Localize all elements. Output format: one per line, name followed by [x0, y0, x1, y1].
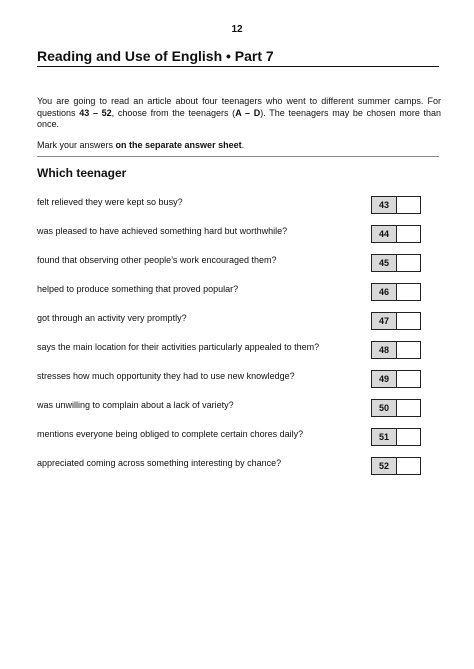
- question-row: [37, 283, 439, 302]
- question-row: [37, 225, 439, 244]
- answer-box: [371, 196, 421, 214]
- answer-field[interactable]: [397, 226, 420, 242]
- question-range: 43 – 52: [79, 107, 112, 118]
- answer-box: [371, 341, 421, 359]
- answer-field[interactable]: [397, 371, 420, 387]
- instructions: [37, 96, 441, 131]
- answer-sheet-emphasis: on the separate answer sheet: [115, 140, 242, 150]
- answer-choices: A – D: [235, 107, 261, 118]
- question-row: [37, 312, 439, 331]
- question-number: 44: [372, 226, 397, 242]
- section-heading: Which teenager: [37, 166, 127, 180]
- answer-box: [371, 457, 421, 475]
- answer-box: [371, 254, 421, 272]
- answer-field[interactable]: [397, 197, 420, 213]
- mark-instruction: [37, 140, 244, 151]
- instructions-text-3: ). The teenagers may be chosen more than once.: [37, 107, 442, 129]
- question-number: 52: [372, 458, 397, 474]
- question-row: [37, 370, 439, 389]
- instructions-text-2: , choose from the teenagers (: [111, 107, 236, 118]
- question-text: mentions everyone being obliged to complete certain chores daily?: [37, 429, 304, 439]
- answer-box: [371, 399, 421, 417]
- mark-prefix: Mark your answers: [37, 140, 116, 150]
- question-row: [37, 196, 439, 215]
- answer-box: [371, 428, 421, 446]
- question-number: 45: [372, 255, 397, 271]
- question-row: [37, 254, 439, 273]
- question-text: helped to produce something that proved popular?: [37, 284, 239, 294]
- instructions-text-1: You are going to read an article about four teenagers who went to different summer camps. For questions: [37, 96, 441, 118]
- section-divider: [37, 156, 439, 157]
- answer-box: [371, 312, 421, 330]
- answer-field[interactable]: [397, 313, 420, 329]
- question-row: [37, 457, 439, 476]
- question-row: [37, 428, 439, 447]
- answer-field[interactable]: [397, 342, 420, 358]
- question-number: 50: [372, 400, 397, 416]
- question-number: 49: [372, 371, 397, 387]
- question-text: felt relieved they were kept so busy?: [37, 197, 183, 207]
- title-divider: [37, 66, 439, 67]
- question-number: 43: [372, 197, 397, 213]
- question-text: got through an activity very promptly?: [37, 313, 187, 323]
- page-number: 12: [231, 24, 243, 35]
- question-number: 51: [372, 429, 397, 445]
- answer-field[interactable]: [397, 284, 420, 300]
- answer-field[interactable]: [397, 255, 420, 271]
- question-text: was unwilling to complain about a lack of variety?: [37, 400, 234, 410]
- question-row: [37, 341, 439, 360]
- question-number: 46: [372, 284, 397, 300]
- question-text: found that observing other people’s work encouraged them?: [37, 255, 277, 265]
- question-number: 48: [372, 342, 397, 358]
- answer-field[interactable]: [397, 458, 420, 474]
- question-number: 47: [372, 313, 397, 329]
- question-text: stresses how much opportunity they had to use new knowledge?: [37, 371, 295, 381]
- mark-suffix: .: [241, 140, 245, 150]
- question-text: appreciated coming across something interesting by chance?: [37, 458, 282, 468]
- answer-field[interactable]: [397, 400, 420, 416]
- question-text: was pleased to have achieved something hard but worthwhile?: [37, 226, 288, 236]
- answer-field[interactable]: [397, 429, 420, 445]
- answer-box: [371, 283, 421, 301]
- page-title: Reading and Use of English • Part 7: [37, 48, 274, 64]
- answer-box: [371, 225, 421, 243]
- question-text: says the main location for their activities particularly appealed to them?: [37, 342, 320, 352]
- answer-box: [371, 370, 421, 388]
- question-row: [37, 399, 439, 418]
